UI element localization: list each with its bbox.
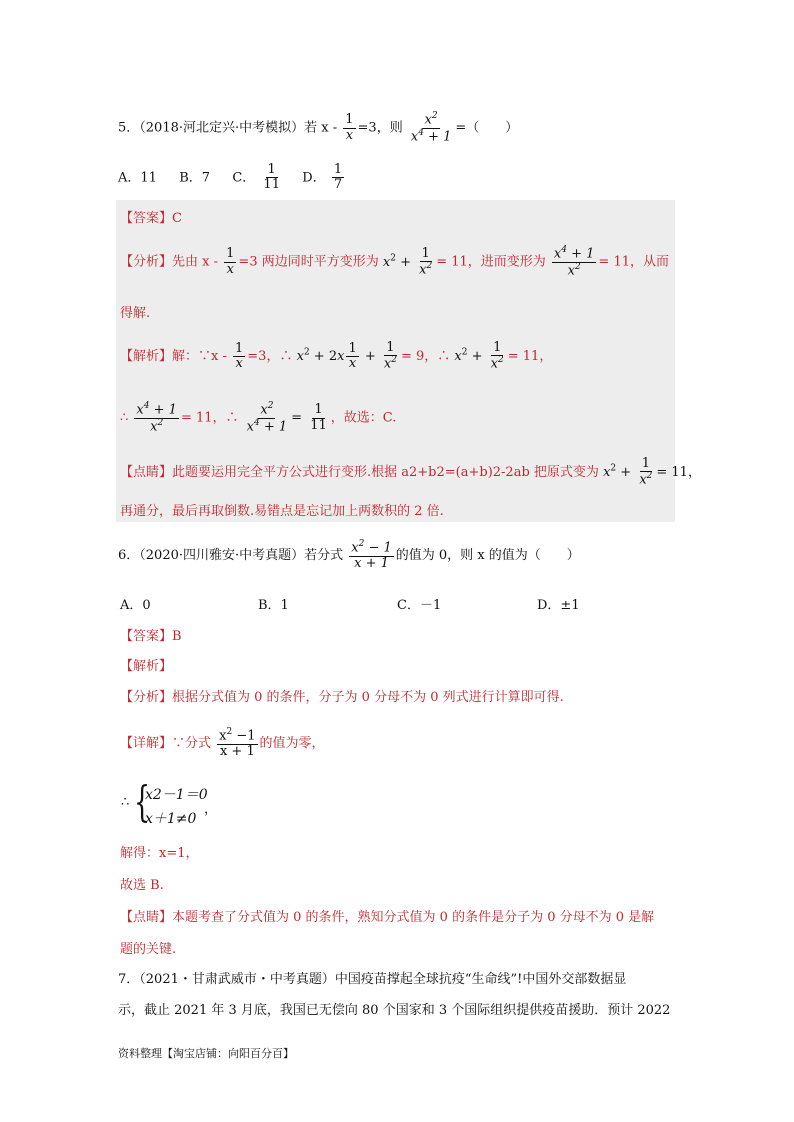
q5-answer: 【答案】C [120,211,182,226]
system-brace: { [134,777,151,826]
fraction-1-over-11: $\frac{1}{11}$ [310,402,327,433]
fraction-1-over-11: $\frac{1}{11}$ [263,162,280,193]
q6-analysis: 【分析】根据分式值为 0 的条件，分子为 0 分母不为 0 列式进行计算即可得. [120,690,564,705]
fraction-1-over-x2: $\frac{1}{x^2}$ [419,245,433,278]
page-footer: 资料整理【淘宝店铺：向阳百分百】 [118,1047,294,1060]
expr-x2-plus: $x^2$ + [454,347,487,364]
q5-analysis-line [120,246,669,278]
q7-line-1: 7．（2021・甘肃武威市・中考真题）中国疫苗撑起全球抗疫“生命线”!中国外交部数据显 [118,972,627,987]
q5-analysis-a: 【分析】先由 x - [120,254,218,270]
fraction-1-over-x: $\frac{1}{x}$ [235,340,244,371]
q5-comment-b: = 11， [656,464,701,480]
q5-prefix: 5．（2018·河北定兴·中考模拟）若 x - [118,120,338,136]
q5-stem [118,112,518,144]
q6-option-b: B．1 [258,598,289,613]
q5-analysis-d: = 11，从而 [598,254,669,270]
q5-solution2-b: = 11，∴ [180,410,239,426]
q6-option-a: A．0 [120,598,151,613]
q6-stem [118,540,580,571]
fraction-1-over-x2: $\frac{1}{x^2}$ [639,456,653,488]
q5-option-c: C． [232,170,256,186]
q5-solution-c: = 9，∴ [400,348,451,364]
q5-solution-a: 【解析】解：∵x - [120,348,227,364]
fraction-x2-minus-1-over-x-plus-1: $\frac{x^2 -1}{x + 1}$ [219,727,256,759]
q6-option-d: D．±1 [537,598,580,613]
q5-option-b: B．7 [179,170,211,186]
q6-comment-line-2: 题的关键. [120,942,177,957]
fraction-1-over-x2: $\frac{1}{x^2}$ [383,340,397,372]
q5-solution-b: =3，∴ [247,348,293,364]
q6-prefix: 6．（2020·四川雅安·中考真题）若分式 [118,547,344,563]
expr-x2-plus-2x: $x^2 + 2x$ [296,347,345,364]
fraction-x2-over-x4-plus-1: $\frac{x^2}{x^4 + 1}$ [410,111,452,144]
q7-line-2: 示，截止 2021 年 3 月底，我国已无偿向 80 个国家和 3 个国际组织提供疫苗援助．预计 2022 [118,1003,671,1018]
q6-answer: 【答案】B [120,629,182,644]
q5-analysis-end: 得解. [120,306,151,321]
fraction-x2-over-x4-plus-1: $\frac{x^2}{x^4 + 1}$ [246,401,288,434]
q5-eq3: =3，则 [357,120,403,136]
q5-analysis-b: =3 两边同时平方变形为 [238,254,379,270]
fraction-1-over-x: $\frac{1}{x}$ [348,340,357,371]
fraction-1-over-x: $\frac{1}{x}$ [226,246,235,277]
q5-solution-d: = 11， [507,348,553,364]
q6-solve: 解得：x=1， [120,846,199,861]
q5-solution2-d: ，故选：C. [330,410,397,426]
system-comma: ， [204,802,218,817]
q5-option-d: D． [302,170,326,186]
fraction-x4-plus-1-over-x2: $\frac{x^4 + 1}{x^2}$ [553,245,595,278]
expr-x2-plus: $x^2$ + [382,253,416,270]
q6-comment-line-1: 【点睛】本题考查了分式值为 0 的条件，熟知分式值为 0 的条件是分子为 0 分母不为 0 是解 [120,910,655,925]
q5-comment-line-2: 再通分，最后再取倒数.易错点是忘记加上两数积的 2 倍. [120,504,444,519]
system-equation-2: x＋1≠0 [145,811,197,827]
expr-x2-plus: $x^2$ + [603,463,636,480]
q5-solution2-a: ∴ [120,410,129,426]
fraction-x4-plus-1-over-x2: $\frac{x^4 + 1}{x^2}$ [136,401,177,434]
q5-solution-line-2 [120,402,396,434]
q5-comment-a: 【点睛】此题要运用完全平方公式进行变形.根据 a2+b2=(a+b)2-2ab 把原式变为 [120,464,599,480]
q5-tail: =（ ） [455,120,519,136]
q5-analysis-c: = 11，进而变形为 [436,254,546,270]
q6-detail-a: 【详解】∵分式 [120,735,212,751]
system-equation-1: x2－1＝0 [145,787,208,803]
q6-jiexi: 【解析】 [120,659,173,674]
q5-option-a: A．11 [118,170,157,186]
q5-comment-line-1 [120,457,701,488]
q6-detail [120,728,325,759]
q6-tail: 的值为 0，则 x 的值为（ ） [395,547,580,563]
q5-options [118,163,346,193]
fraction-1-over-x2: $\frac{1}{x^2}$ [490,340,504,372]
fraction-x2-minus-1-over-x-plus-1: $\frac{x^2 - 1}{x + 1}$ [351,539,392,571]
fraction-1-over-x: $\frac{1}{x}$ [345,112,354,143]
q6-option-c: C．－1 [397,598,442,613]
therefore-symbol: ∴ [121,795,130,810]
fraction-1-over-7: $\frac{1}{7}$ [333,162,343,193]
q5-solution2-c: = [291,410,303,426]
q5-solution-line-1: 【解析】解：∵x - $\frac{1}{x}$ =3，∴ $x^2 + 2x$ $\frac{1}{x}$ + $\frac{1}{x^2}$ = 9，∴ $x^2$ + $\frac{1}{x^2}$ = 11， [120,340,553,372]
q6-choose: 故选 B. [120,878,164,893]
q6-detail-b: 的值为零， [259,735,325,751]
